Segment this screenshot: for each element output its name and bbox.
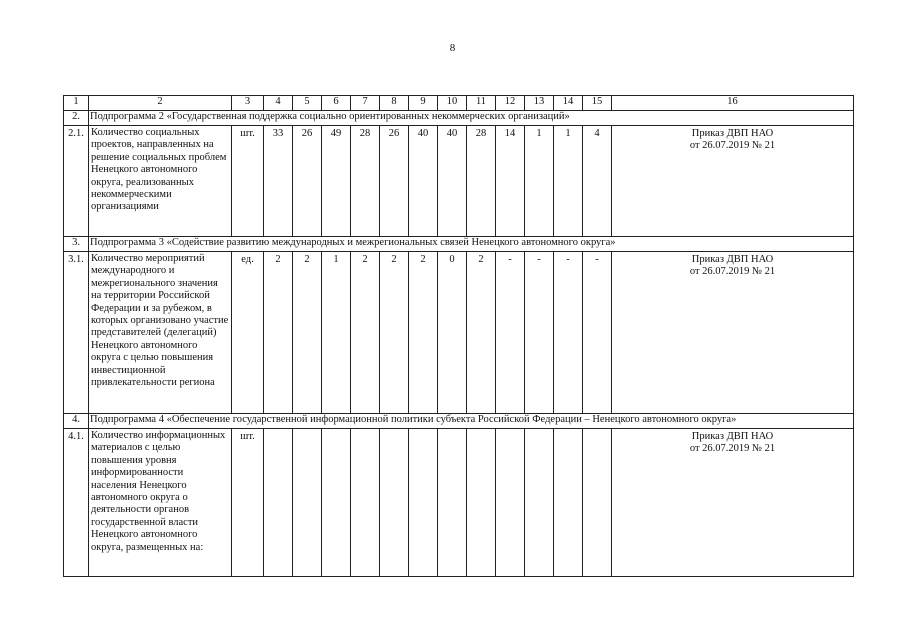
header-cell: 13 xyxy=(525,96,554,111)
section-title: Подпрограмма 2 «Государственная поддержка социально ориентированных некоммерческих организаций» xyxy=(89,111,854,126)
value-cell xyxy=(496,429,525,577)
header-cell: 8 xyxy=(380,96,409,111)
value-cell: 2 xyxy=(351,252,380,414)
header-cell: 7 xyxy=(351,96,380,111)
indicator-number: 4.1. xyxy=(64,429,89,577)
value-cell: - xyxy=(554,252,583,414)
value-cell: 2 xyxy=(293,252,322,414)
value-cell: 2 xyxy=(409,252,438,414)
value-cell: 28 xyxy=(351,126,380,237)
indicator-row xyxy=(64,252,854,414)
value-cell xyxy=(293,429,322,577)
source-line: Приказ ДВП НАО xyxy=(691,431,774,442)
value-cell: 28 xyxy=(467,126,496,237)
header-cell: 3 xyxy=(232,96,264,111)
value-cell: - xyxy=(583,252,612,414)
value-cell xyxy=(525,429,554,577)
value-cell: 2 xyxy=(264,252,293,414)
header-cell: 2 xyxy=(89,96,232,111)
value-cell xyxy=(467,429,496,577)
section-number: 2. xyxy=(64,111,89,126)
header-cell: 5 xyxy=(293,96,322,111)
value-cell xyxy=(380,429,409,577)
header-cell: 11 xyxy=(467,96,496,111)
value-cell xyxy=(438,429,467,577)
header-cell: 6 xyxy=(322,96,351,111)
source-document xyxy=(612,126,854,237)
source-line: от 26.07.2019 № 21 xyxy=(689,266,776,278)
value-cell: 14 xyxy=(496,126,525,237)
indicator-number: 3.1. xyxy=(64,252,89,414)
value-cell xyxy=(322,429,351,577)
value-cell xyxy=(409,429,438,577)
source-document xyxy=(612,252,854,414)
value-cell: 33 xyxy=(264,126,293,237)
indicator-row xyxy=(64,429,854,577)
indicator-name: Количество информационных материалов с целью повышения уровня информированности населения Ненецкого автономного округа о деятельности органов государственной власти Ненецкого автономного округа, размещенных на: xyxy=(89,429,232,577)
header-cell: 9 xyxy=(409,96,438,111)
section-number: 4. xyxy=(64,414,89,429)
value-cell: - xyxy=(525,252,554,414)
section-row xyxy=(64,237,854,252)
source-line: от 26.07.2019 № 21 xyxy=(689,443,776,455)
indicator-unit: ед. xyxy=(232,252,264,414)
indicator-row xyxy=(64,126,854,237)
source-line: Приказ ДВП НАО xyxy=(691,254,774,265)
value-cell: 1 xyxy=(525,126,554,237)
header-cell: 15 xyxy=(583,96,612,111)
section-title: Подпрограмма 4 «Обеспечение государственной информационной политики субъекта Российской Федерации – Ненецкого автономного округа» xyxy=(89,414,854,429)
section-row xyxy=(64,414,854,429)
value-cell: 49 xyxy=(322,126,351,237)
section-title: Подпрограмма 3 «Содействие развитию международных и межрегиональных связей Ненецкого автономного округа» xyxy=(89,237,854,252)
header-cell: 1 xyxy=(64,96,89,111)
value-cell xyxy=(554,429,583,577)
indicator-name: Количество мероприятий международного и межрегионального значения на территории Российской Федерации и за рубежом, в которых организовано участие представителей (делегаций) Ненецкого автономного округа с целью повышения инвестиционной привлекательности региона xyxy=(89,252,232,414)
value-cell: 2 xyxy=(380,252,409,414)
header-row xyxy=(64,96,854,111)
value-cell: 26 xyxy=(293,126,322,237)
value-cell: 4 xyxy=(583,126,612,237)
value-cell xyxy=(264,429,293,577)
value-cell: - xyxy=(496,252,525,414)
indicator-number: 2.1. xyxy=(64,126,89,237)
section-number: 3. xyxy=(64,237,89,252)
source-line: от 26.07.2019 № 21 xyxy=(689,140,776,152)
page-number: 8 xyxy=(449,42,456,54)
value-cell: 2 xyxy=(467,252,496,414)
value-cell: 1 xyxy=(554,126,583,237)
source-line: Приказ ДВП НАО xyxy=(691,128,774,139)
source-document xyxy=(612,429,854,577)
value-cell xyxy=(351,429,380,577)
indicators-table xyxy=(63,95,854,577)
header-cell: 16 xyxy=(612,96,854,111)
section-row xyxy=(64,111,854,126)
value-cell: 26 xyxy=(380,126,409,237)
indicator-name: Количество социальных проектов, направленных на решение социальных проблем Ненецкого автономного округа, реализованных некоммерческими организациями xyxy=(89,126,232,237)
value-cell: 1 xyxy=(322,252,351,414)
indicator-unit: шт. xyxy=(232,429,264,577)
value-cell xyxy=(583,429,612,577)
value-cell: 40 xyxy=(438,126,467,237)
value-cell: 0 xyxy=(438,252,467,414)
indicator-unit: шт. xyxy=(232,126,264,237)
header-cell: 14 xyxy=(554,96,583,111)
header-cell: 4 xyxy=(264,96,293,111)
value-cell: 40 xyxy=(409,126,438,237)
header-cell: 10 xyxy=(438,96,467,111)
header-cell: 12 xyxy=(496,96,525,111)
